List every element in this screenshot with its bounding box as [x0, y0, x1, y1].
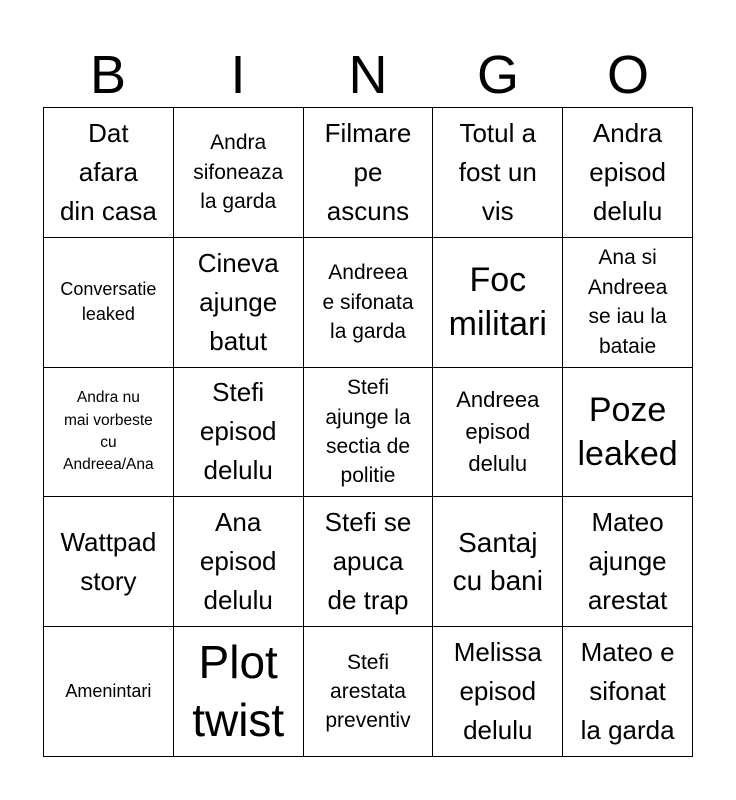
bingo-cell-r3c2[interactable] [174, 368, 304, 498]
cell-text: Amenintari [65, 681, 152, 701]
cell-text: Plot twist [192, 636, 285, 746]
bingo-cell-r2c4[interactable] [433, 238, 563, 368]
bingo-cell-r1c1[interactable] [44, 108, 174, 238]
bingo-cell-r2c5[interactable] [563, 238, 693, 368]
bingo-cell-r3c4[interactable] [433, 368, 563, 498]
header-letter-n: N [348, 45, 388, 105]
cell-text: Poze leaked [577, 390, 678, 473]
bingo-cell-r5c5[interactable] [563, 627, 693, 757]
bingo-cell-r1c2[interactable] [174, 108, 304, 238]
bingo-cell-r3c3[interactable] [304, 368, 434, 498]
bingo-cell-r4c4[interactable] [433, 497, 563, 627]
cell-text: Dat afara din casa [59, 117, 157, 226]
bingo-cell-r1c4[interactable] [433, 108, 563, 238]
bingo-cell-r1c3[interactable] [304, 108, 434, 238]
cell-text: Filmare pe ascuns [324, 117, 412, 226]
cell-text: Andra episod delulu [589, 117, 666, 226]
bingo-board [43, 107, 693, 757]
bingo-cell-r2c3[interactable] [304, 238, 434, 368]
cell-text: Mateo e sifonat la garda [580, 637, 675, 746]
bingo-cell-r4c5[interactable] [563, 497, 693, 627]
cell-text: Santaj cu bani [452, 526, 543, 596]
cell-text: Stefi ajunge la sectia de politie [325, 376, 411, 488]
bingo-cell-r2c2[interactable] [174, 238, 304, 368]
cell-text: Wattpad story [60, 526, 157, 596]
cell-text: Conversatie leaked [60, 279, 157, 325]
cell-text: Andra sifoneaza la garda [193, 131, 284, 214]
header-letter-b: B [89, 45, 127, 105]
header-letter-g: G [476, 45, 519, 105]
cell-text: Stefi episod delulu [199, 377, 277, 486]
bingo-cell-r3c1[interactable] [44, 368, 174, 498]
cell-text: Andreea episod delulu [456, 387, 540, 476]
cell-text: Totul a fost un vis [458, 117, 537, 226]
cell-text: Stefi arestata preventiv [325, 650, 411, 733]
bingo-cell-r5c2[interactable] [174, 627, 304, 757]
bingo-cell-r2c1[interactable] [44, 238, 174, 368]
cell-text: Stefi se apuca de trap [324, 507, 412, 616]
bingo-cell-r4c3[interactable] [304, 497, 434, 627]
bingo-cell-r4c2[interactable] [174, 497, 304, 627]
bingo-cell-r5c3[interactable] [304, 627, 434, 757]
cell-text: Ana episod delulu [199, 507, 277, 616]
cell-text: Andra nu mai vorbeste cu Andreea/Ana [63, 389, 154, 474]
bingo-cell-r5c4[interactable] [433, 627, 563, 757]
bingo-header [43, 42, 693, 108]
header-letter-i: I [230, 45, 246, 105]
bingo-cell-r1c5[interactable] [563, 108, 693, 238]
cell-text: Andreea e sifonata la garda [322, 261, 414, 343]
bingo-cell-r5c1[interactable] [44, 627, 174, 757]
bingo-cell-r4c1[interactable] [44, 497, 174, 627]
header-letter-o: O [606, 45, 649, 105]
cell-text: Melissa episod delulu [453, 637, 542, 746]
cell-text: Mateo ajunge arestat [587, 507, 668, 616]
bingo-cell-r3c5[interactable] [563, 368, 693, 498]
cell-text: Cineva ajunge batut [197, 247, 279, 356]
cell-text: Ana si Andreea se iau la bataie [587, 246, 668, 358]
cell-text: Foc militari [448, 261, 547, 344]
